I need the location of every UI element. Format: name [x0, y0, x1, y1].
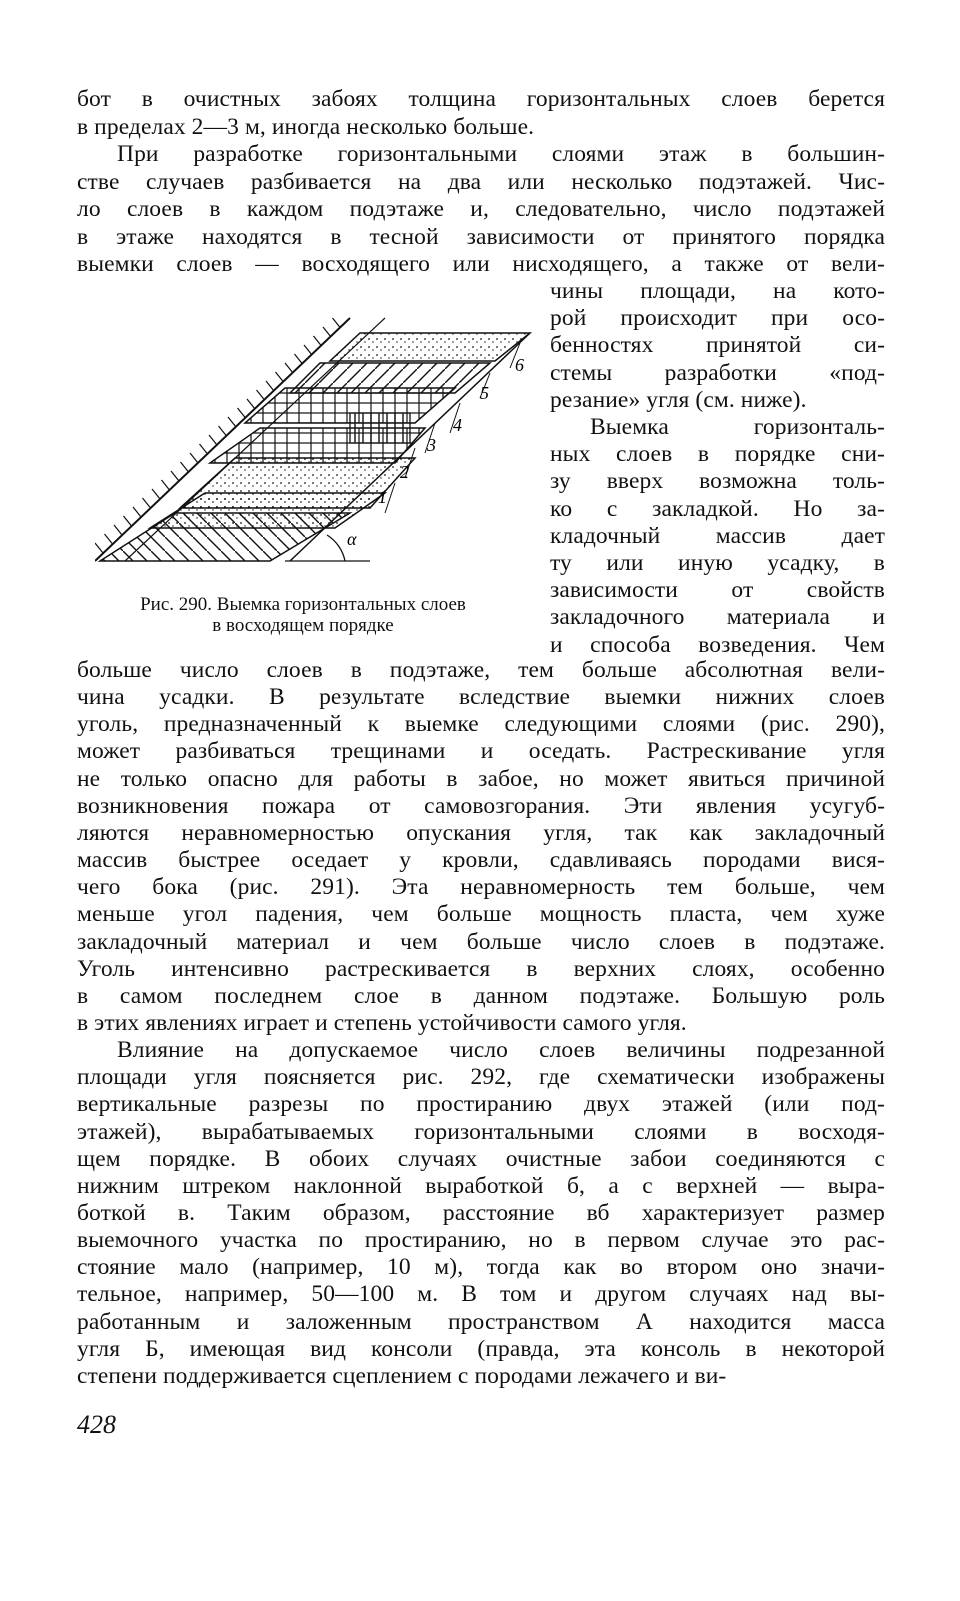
text-line: стояние мало (например, 10 м), тогда как во втором оно значи-: [77, 1254, 885, 1281]
text-line: боткой в. Таким образом, расстояние вб характеризует размер: [77, 1200, 885, 1226]
text-line: бенностях принятой си-: [550, 332, 885, 359]
text-line: массив быстрее оседает у кровли, сдавливаясь породами вися-: [77, 847, 885, 874]
text-line: щем порядке. В обоих случаях очистные забои соединяются с: [77, 1145, 885, 1172]
label-6: 6: [515, 355, 524, 375]
text-line: ляются неравномерностью опускания угля, так как закладочный: [77, 819, 885, 846]
text-line: ко с закладкой. Но за-: [550, 495, 885, 522]
text-line: в пределах 2—3 м, иногда несколько больше.: [77, 113, 535, 140]
text-line: стве случаев разбивается на два или несколько подэтажей. Чис-: [77, 168, 885, 195]
text-line: площади угля поясняется рис. 292, где схематически изображены: [77, 1064, 885, 1091]
text-line: в этих явлениях играет и степень устойчивости самого угля.: [77, 1009, 687, 1036]
text-line: выемочного участка по простиранию, но в первом случае это рас-: [77, 1227, 885, 1254]
text-line: не только опасно для работы в забое, но может явиться причиной: [77, 765, 885, 792]
text-line: нижним штреком наклонной выработкой б, а с верхней — выра-: [77, 1172, 885, 1199]
text-line: закладочного материала и: [550, 604, 885, 631]
text-line: Выемка горизонталь-: [590, 414, 885, 440]
text-line: степени поддерживается сцеплением с породами лежачего и ви-: [77, 1362, 727, 1389]
text-line: резание» угля (см. ниже).: [550, 386, 807, 413]
label-4: 4: [453, 415, 462, 435]
text-line: вертикальные разрезы по простиранию двух этажей (или под-: [77, 1091, 885, 1118]
text-line: ло слоев в каждом подэтаже и, следовательно, число подэтажей: [77, 196, 885, 222]
page-number: 428: [77, 1410, 116, 1439]
text-line: может разбиваться трещинами и оседать. Растрескивание угля: [77, 738, 885, 765]
label-1: 1: [378, 487, 387, 507]
text-line: выемки слоев — восходящего или нисходящего, а также от вели-: [77, 251, 885, 277]
text-line: ных слоев в порядке сни-: [550, 441, 885, 468]
text-line: ту или иную усадку, в: [550, 550, 885, 576]
figure-caption-line-1: Рис. 290. Выемка горизонтальных слоев: [140, 594, 466, 615]
text-line: в самом последнем слое в данном подэтаже. Большую роль: [77, 982, 885, 1009]
figure-290-diagram: [95, 313, 535, 573]
text-line: Влияние на допускаемое число слоев величины подрезанной: [117, 1037, 885, 1064]
text-line: работанным и заложенным пространством А находится масса: [77, 1308, 885, 1335]
text-line: стемы разработки «под-: [550, 359, 885, 386]
text-line: чего бока (рис. 291). Эта неравномерность тем больше, чем: [77, 874, 885, 901]
text-line: Уголь интенсивно растрескивается в верхних слоях, особенно: [77, 955, 885, 982]
text-line: тельное, например, 50—100 м. В том и другом случаях над вы-: [77, 1281, 885, 1308]
text-line: чина усадки. В результате вследствие выемки нижних слоев: [77, 684, 885, 711]
text-line: меньше угол падения, чем больше мощность пласта, чем хуже: [77, 901, 885, 928]
angle-label: α: [347, 529, 357, 549]
text-line: кладочный массив дает: [550, 522, 885, 549]
text-line: зу вверх возможна толь-: [550, 468, 885, 495]
figure-caption-line-2: в восходящем порядке: [212, 615, 394, 636]
text-line: закладочный материал и чем больше число слоев в подэтаже.: [77, 928, 885, 955]
text-line: чины площади, на кото-: [550, 278, 885, 304]
text-line: бот в очистных забоях толщина горизонтальных слоев берется: [77, 86, 885, 112]
label-3: 3: [427, 435, 436, 455]
text-line: и способа возведения. Чем: [550, 631, 885, 658]
label-5: 5: [480, 383, 489, 403]
text-line: этажей), вырабатываемых горизонтальными слоями в восходя-: [77, 1118, 885, 1145]
text-line: зависимости от свойств: [550, 577, 885, 604]
text-line: уголь, предназначенный к выемке следующими слоями (рис. 290),: [77, 711, 885, 738]
text-line: рой происходит при осо-: [550, 305, 885, 332]
text-line: При разработке горизонтальными слоями этаж в большин-: [117, 141, 885, 167]
text-line: угля Б, имеющая вид консоли (правда, эта консоль в некоторой: [77, 1335, 885, 1362]
text-line: в этаже находятся в тесной зависимости от принятого порядка: [77, 223, 885, 250]
text-line: больше число слоев в подэтаже, тем больше абсолютная вели-: [77, 657, 885, 683]
text-line: возникновения пожара от самовозгорания. Эти явления усугуб-: [77, 792, 885, 819]
label-2: 2: [400, 462, 409, 482]
